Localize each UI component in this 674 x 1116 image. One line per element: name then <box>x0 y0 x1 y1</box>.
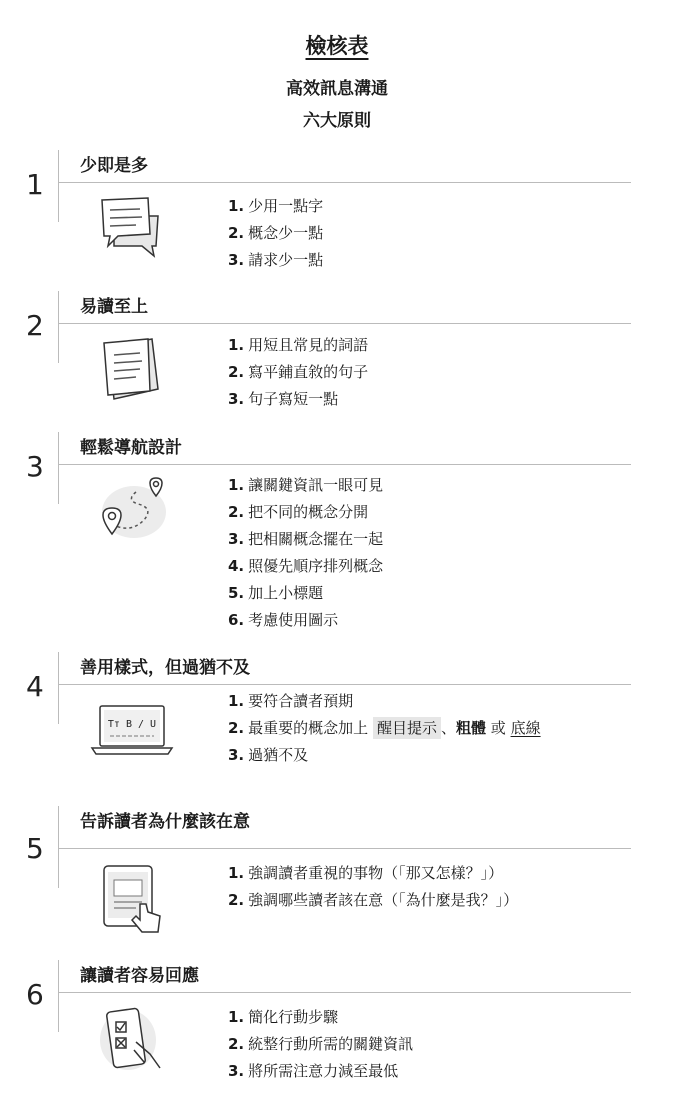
checklist <box>228 472 383 634</box>
section-number: 6 <box>26 978 44 1011</box>
list-item: 3. 句子寫短一點 <box>228 390 339 408</box>
list-item: 6. 考慮使用圖示 <box>228 611 339 629</box>
checklist <box>228 332 368 413</box>
list-item: 3. 把相關概念擺在一起 <box>228 530 384 548</box>
list-item: 2. 寫平鋪直敘的句子 <box>228 363 369 381</box>
section-heading: 告訴讀者為什麼該在意 <box>80 812 250 832</box>
divider <box>58 806 59 888</box>
divider <box>58 323 631 324</box>
section-number: 2 <box>26 309 44 342</box>
page-title: 檢核表 <box>305 34 369 58</box>
section-number: 5 <box>26 832 44 865</box>
section-number: 3 <box>26 450 44 483</box>
checklist <box>228 860 518 914</box>
bold-sample: 粗體 <box>455 719 486 737</box>
section-heading: 輕鬆導航設計 <box>80 438 182 458</box>
list-item: 1. 簡化行動步驟 <box>228 1008 339 1026</box>
divider <box>58 464 631 465</box>
map-route-icon <box>96 474 168 546</box>
list-item: 2. 統整行動所需的關鍵資訊 <box>228 1035 414 1053</box>
section-5 <box>0 804 674 944</box>
speech-bubbles-icon <box>96 192 168 264</box>
highlight-sample: 醒目提示 <box>373 717 441 739</box>
section-number: 4 <box>26 670 44 703</box>
list-item: 4. 照優先順序排列概念 <box>228 557 384 575</box>
divider <box>58 684 631 685</box>
list-item: 2. 最重要的概念加上 醒目提示 、粗體 或 底線 <box>228 719 541 737</box>
divider <box>58 182 631 183</box>
divider <box>58 291 59 363</box>
document-icon <box>96 333 168 405</box>
section-heading: 少即是多 <box>80 156 148 176</box>
list-item: 1. 用短且常見的詞語 <box>228 336 369 354</box>
divider <box>58 960 59 1032</box>
list-item: 3. 請求少一點 <box>228 251 324 269</box>
underline-sample: 底線 <box>510 719 541 737</box>
checklist <box>228 688 541 769</box>
divider <box>58 150 59 222</box>
divider <box>58 432 59 504</box>
section-2 <box>0 289 674 429</box>
phone-checklist-icon <box>96 1002 168 1074</box>
list-item: 5. 加上小標題 <box>228 584 324 602</box>
list-item: 1. 讓關鍵資訊一眼可見 <box>228 476 384 494</box>
checklist <box>228 193 323 274</box>
divider <box>58 848 631 849</box>
page-subtitle-2: 六大原則 <box>303 111 371 131</box>
list-item: 1. 少用一點字 <box>228 197 324 215</box>
laptop-format-icon <box>88 694 176 766</box>
page-subtitle: 高效訊息溝通 <box>286 79 388 99</box>
section-heading: 讓讀者容易回應 <box>80 966 199 986</box>
section-1 <box>0 148 674 288</box>
list-item: 2. 把不同的概念分開 <box>228 503 369 521</box>
divider <box>58 992 631 993</box>
list-item: 1. 要符合讀者預期 <box>228 692 354 710</box>
list-item: 2. 概念少一點 <box>228 224 324 242</box>
section-heading: 易讀至上 <box>80 297 148 317</box>
section-3 <box>0 430 674 629</box>
checklist <box>228 1004 413 1085</box>
list-item: 3. 過猶不及 <box>228 746 309 764</box>
section-4 <box>0 650 674 790</box>
divider <box>58 652 59 724</box>
list-item: 3. 將所需注意力減至最低 <box>228 1062 399 1080</box>
section-number: 1 <box>26 168 44 201</box>
section-6 <box>0 958 674 1098</box>
list-item: 2. 強調哪些讀者該在意（「為什麼是我？」） <box>228 891 519 909</box>
section-heading: 善用樣式，但過猶不及 <box>80 658 250 678</box>
list-item: 1. 強調讀者重視的事物（「那又怎樣？」） <box>228 864 504 882</box>
svg-text:Tт B / U: Tт B / U <box>107 719 157 730</box>
tablet-touch-icon <box>96 860 168 932</box>
